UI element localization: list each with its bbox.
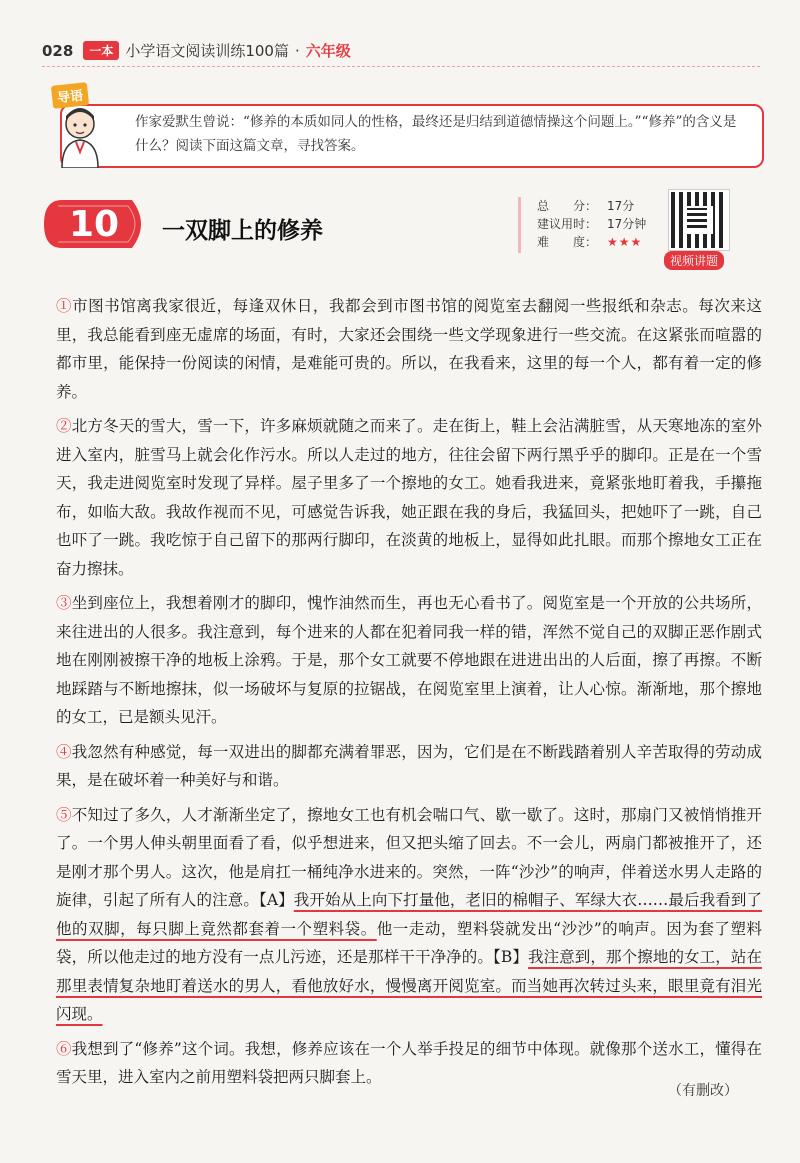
suggested-time-label: 建议用时： bbox=[537, 217, 598, 231]
total-score-row bbox=[537, 197, 677, 215]
paragraph-5 bbox=[56, 801, 762, 1029]
paragraph-text: 我忽然有种感觉，每一双进出的脚都充满着罪恶，因为，它们是在不断践踏着别人辛苦取得的劳动成果，是在破坏着一种美好与和谐。 bbox=[56, 742, 762, 789]
difficulty-stars: ★★★ bbox=[607, 235, 643, 249]
suggested-time-row bbox=[537, 215, 677, 233]
guide-tag: 导语 bbox=[51, 82, 89, 109]
qr-code-center bbox=[687, 208, 707, 228]
paragraph-text: 坐到座位上，我想着刚才的脚印，愧怍油然而生，再也无心看书了。阅览室是一个开放的公共场所，来往进出的人很多。我注意到，每个进来的人都在犯着同我一样的错，浑然不觉自己的双脚正恶作剧式地在刚刚被擦干净的地板上涂鸦。于是，那个女工就要不停地跟在进进出出的人后面，擦了再擦。不断地踩踏与不断地擦抹，似一场破坏与复原的拉锯战，在阅览室里上演着，让人心惊。渐渐地，那个擦地的女工，已是额头见汗。 bbox=[56, 594, 762, 726]
paragraph-text: 他一走动，塑料袋就发出“沙沙”的响声。因为套了塑料袋，所以他走过的地方没有一点儿污迹，还是那样干干净净的。 bbox=[56, 919, 762, 966]
grade-label: 六年级 bbox=[305, 42, 351, 60]
paragraph-text: 市图书馆离我家很近，每逢双休日，我都会到市图书馆的阅览室去翻阅一些报纸和杂志。每次来这里，我总能看到座无虚席的场面，有时，大家还会围绕一些文学现象进行一些交流。在这紧张而喧嚣的都市里，能保持一份阅读的闲情，是难能可贵的。所以，在我看来，这里的每一个人，都有着一定的修养。 bbox=[56, 297, 762, 401]
paragraph-text: 不知过了多久，人才渐渐坐定了，擦地女工也有机会喘口气、歇一歇了。这时，那扇门又被悄悄推开了。一个男人伸头朝里面看了看，似乎想进来，但又把头缩了回去。不一会儿，两扇门都被推开了，还是刚才那个男人。这次，他是肩扛一桶纯净水进来的。突然，一阵“沙沙”的响声，伴着送水男人走路的旋律，引起了所有人的注意。 bbox=[56, 805, 762, 909]
suggested-time-value: 17分钟 bbox=[607, 217, 647, 231]
paragraph-text: 我想到了“修养”这个词。我想，修养应该在一个人举手投足的细节中体现。就像那个送水工，懂得在雪天里，进入室内之前用塑料袋把两只脚套上。 bbox=[56, 1039, 762, 1086]
difficulty-row bbox=[537, 233, 677, 251]
total-score-label: 总 分： bbox=[537, 199, 598, 213]
title-separator: · bbox=[294, 41, 300, 60]
underlined-sentence-a: 我开始从上向下打量他，老旧的棉帽子、军绿大衣……最后我看到了他的双脚，每只脚上竟然都套着一个塑料袋。 bbox=[56, 891, 762, 938]
article-body bbox=[56, 292, 762, 1098]
paragraph-3 bbox=[56, 589, 762, 732]
paragraph-1 bbox=[56, 292, 762, 406]
lesson-title: 一双脚上的修养 bbox=[162, 218, 323, 244]
marker-a: 【A】 bbox=[258, 891, 294, 909]
paragraph-marker: ④ bbox=[56, 742, 72, 761]
lesson-info bbox=[518, 197, 677, 253]
brand-badge: 一本 bbox=[83, 41, 119, 60]
page-number: 028 bbox=[42, 41, 74, 60]
book-title: 小学语文阅读训练100篇 bbox=[125, 42, 289, 60]
page-header bbox=[42, 40, 351, 61]
paragraph-marker: ② bbox=[56, 417, 72, 435]
difficulty-label: 难 度： bbox=[537, 235, 598, 249]
underlined-sentence-b: 我注意到，那个擦地的女工，站在那里表情复杂地盯着送水的男人，看他放好水，慢慢离开阅览室。而当她再次转过头来，眼里竟有泪光闪现。 bbox=[56, 948, 762, 1023]
header-divider bbox=[42, 66, 760, 67]
source-note: （有删改） bbox=[668, 1083, 738, 1099]
total-score-value: 17分 bbox=[607, 199, 635, 213]
guide-text: 作家爱默生曾说：“修养的本质如同人的性格，最终还是归结到道德情操这个问题上。”“修养”的含义是什么？阅读下面这篇文章，寻找答案。 bbox=[135, 114, 737, 154]
paragraph-marker: ① bbox=[56, 297, 73, 315]
paragraph-marker: ⑥ bbox=[56, 1039, 72, 1058]
paragraph-4 bbox=[56, 738, 762, 795]
paragraph-2 bbox=[56, 412, 762, 583]
paragraph-marker: ⑤ bbox=[56, 805, 72, 824]
video-explanation-link[interactable]: 视频讲题 bbox=[664, 251, 724, 270]
lesson-number: 10 bbox=[68, 204, 120, 245]
paragraph-6 bbox=[56, 1035, 762, 1092]
marker-b: 【B】 bbox=[493, 948, 528, 966]
paragraph-marker: ③ bbox=[56, 594, 72, 612]
paragraph-text: 北方冬天的雪大，雪一下，许多麻烦就随之而来了。走在街上，鞋上会沾满脏雪，从天寒地冻的室外进入室内，脏雪马上就会化作污水。所以人走过的地方，往往会留下两行黑乎乎的脚印。正是在一个雪天，我走进阅览室时发现了异样。屋子里多了一个擦地的女工。她看我进来，竟紧张地盯着我，手攥拖布，如临大敌。我故作视而不见，可感觉告诉我，她正跟在我的身后，我猛回头，把她吓了一跳，自己也吓了一跳。我吃惊于自己留下的那两行脚印，在淡黄的地板上，显得如此扎眼。而那个擦地女工正在奋力擦抹。 bbox=[56, 417, 762, 578]
